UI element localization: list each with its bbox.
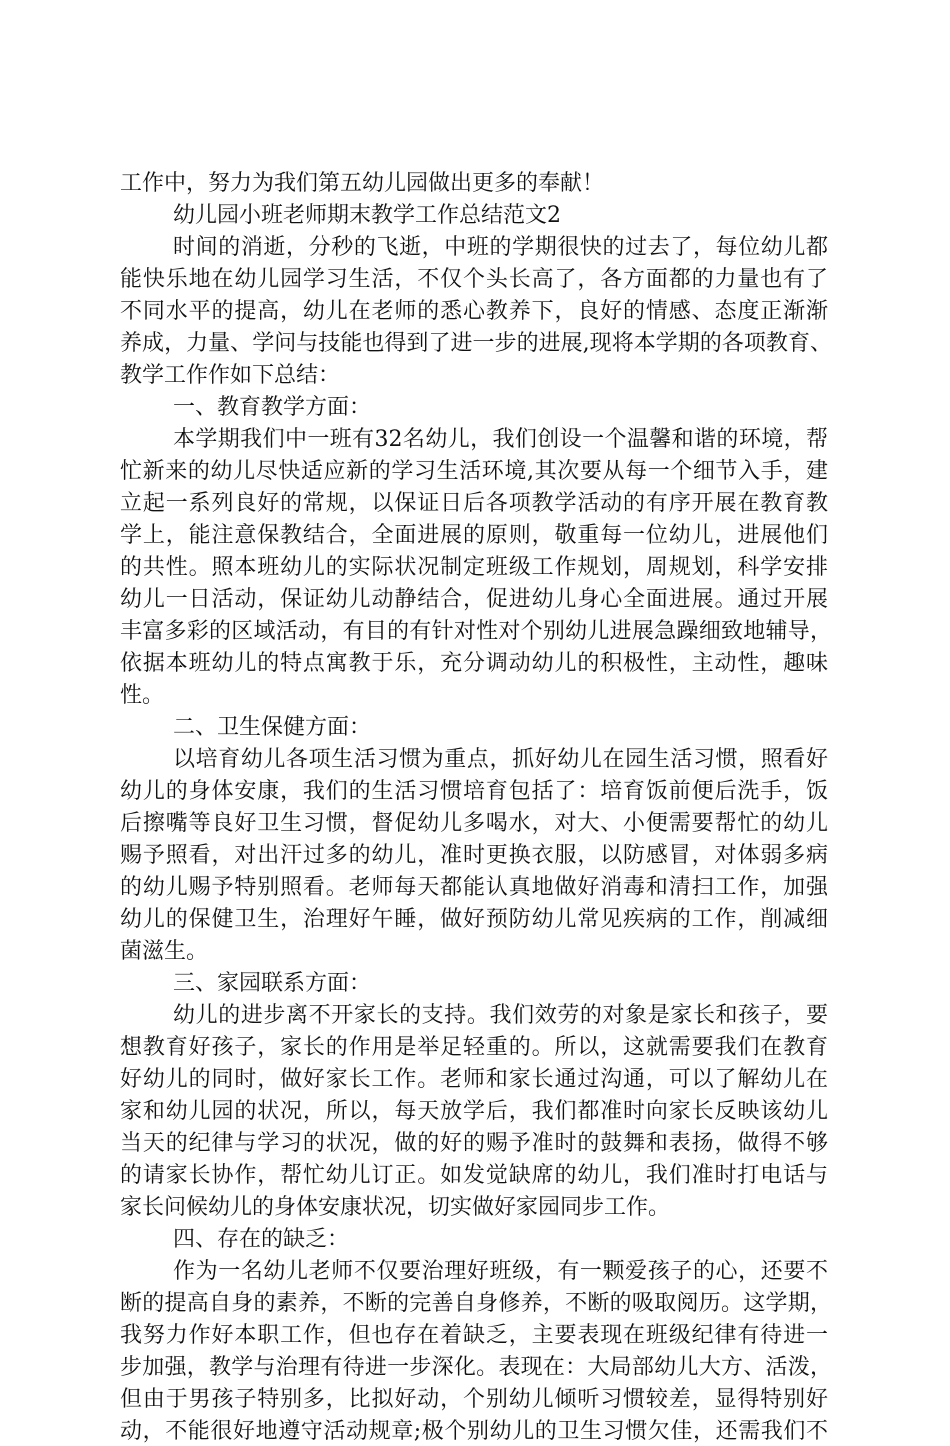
text-line: 立起一系列良好的常规，以保证日后各项教学活动的有序开展在教育教 xyxy=(120,491,828,516)
text-line: 菌滋生。 xyxy=(120,939,209,964)
text-line: 断的提高自身的素养，不断的完善自身修养，不断的吸取阅历。这学期， xyxy=(120,1291,832,1316)
section-heading: 二、卫生保健方面： xyxy=(173,715,372,740)
section-heading: 一、教育教学方面： xyxy=(173,395,372,420)
section-heading: 三、家园联系方面： xyxy=(173,971,372,996)
text-line: 的幼儿赐予特别照看。老师每天都能认真地做好消毒和清扫工作，加强 xyxy=(120,875,828,900)
text-line: 动，不能很好地遵守活动规章;极个别幼儿的卫生习惯欠佳，还需我们不 xyxy=(120,1419,828,1444)
text-line: 依据本班幼儿的特点寓教于乐，充分调动幼儿的积极性，主动性，趣味 xyxy=(120,651,828,676)
text-line: 当天的纪律与学习的状况，做的好的赐予准时的鼓舞和表扬，做得不够 xyxy=(120,1131,828,1156)
text-line: 教学工作作如下总结： xyxy=(120,363,341,388)
text-line: 丰富多彩的区域活动，有目的有针对性对个别幼儿进展急躁细致地辅导， xyxy=(120,619,832,644)
text-line: 我努力作好本职工作，但也存在着缺乏，主要表现在班级纪律有待进一 xyxy=(120,1323,828,1348)
text-line: 幼儿的身体安康，我们的生活习惯培育包括了：培育饭前便后洗手，饭 xyxy=(120,779,828,804)
text-line: 工作中，努力为我们第五幼儿园做出更多的奉献！ xyxy=(120,171,605,196)
text-line: 想教育好孩子，家长的作用是举足轻重的。所以，这就需要我们在教育 xyxy=(120,1035,828,1060)
text-line: 但由于男孩子特别多，比拟好动，个别幼儿倾听习惯较差，显得特别好 xyxy=(120,1387,828,1412)
text-line: 好幼儿的同时，做好家长工作。老师和家长通过沟通，可以了解幼儿在 xyxy=(120,1067,828,1092)
text-line: 步加强，教学与治理有待进一步深化。表现在：大局部幼儿大方、活泼， xyxy=(120,1355,832,1380)
text-line: 不同水平的提高，幼儿在老师的悉心教养下，良好的情感、态度正渐渐 xyxy=(120,299,828,324)
text-line: 的共性。照本班幼儿的实际状况制定班级工作规划，周规划，科学安排 xyxy=(120,555,828,580)
text-line: 忙新来的幼儿尽快适应新的学习生活环境,其次要从每一个细节入手，建 xyxy=(120,459,828,484)
text-line: 后擦嘴等良好卫生习惯，督促幼儿多喝水，对大、小便需要帮忙的幼儿 xyxy=(120,811,828,836)
text-line: 性。 xyxy=(120,683,165,708)
text-line: 以培育幼儿各项生活习惯为重点，抓好幼儿在园生活习惯，照看好 xyxy=(173,747,828,772)
text-line: 本学期我们中一班有32名幼儿，我们创设一个温馨和谐的环境，帮 xyxy=(173,427,828,452)
text-line: 家长问候幼儿的身体安康状况，切实做好家园同步工作。 xyxy=(120,1195,671,1220)
text-line: 学上，能注意保教结合，全面进展的原则，敬重每一位幼儿，进展他们 xyxy=(120,523,828,548)
text-line: 的请家长协作，帮忙幼儿订正。如发觉缺席的幼儿，我们准时打电话与 xyxy=(120,1163,828,1188)
section-title: 幼儿园小班老师期末教学工作总结范文2 xyxy=(173,203,561,228)
text-line: 能快乐地在幼儿园学习生活，不仅个头长高了，各方面都的力量也有了 xyxy=(120,267,828,292)
text-line: 赐予照看，对出汗过多的幼儿，准时更换衣服，以防感冒，对体弱多病 xyxy=(120,843,828,868)
text-line: 时间的消逝，分秒的飞逝，中班的学期很快的过去了，每位幼儿都 xyxy=(173,235,828,260)
text-line: 养成，力量、学问与技能也得到了进一步的进展,现将本学期的各项教育、 xyxy=(120,331,832,356)
text-line: 家和幼儿园的状况，所以，每天放学后，我们都准时向家长反映该幼儿 xyxy=(120,1099,828,1124)
section-heading: 四、存在的缺乏： xyxy=(173,1227,350,1252)
text-line: 作为一名幼儿老师不仅要治理好班级，有一颗爱孩子的心，还要不 xyxy=(173,1259,828,1284)
text-line: 幼儿的进步离不开家长的支持。我们效劳的对象是家长和孩子，要 xyxy=(173,1003,828,1028)
text-line: 幼儿一日活动，保证幼儿动静结合，促进幼儿身心全面进展。通过开展 xyxy=(120,587,828,612)
text-line: 幼儿的保健卫生，治理好午睡，做好预防幼儿常见疾病的工作，削减细 xyxy=(120,907,828,932)
